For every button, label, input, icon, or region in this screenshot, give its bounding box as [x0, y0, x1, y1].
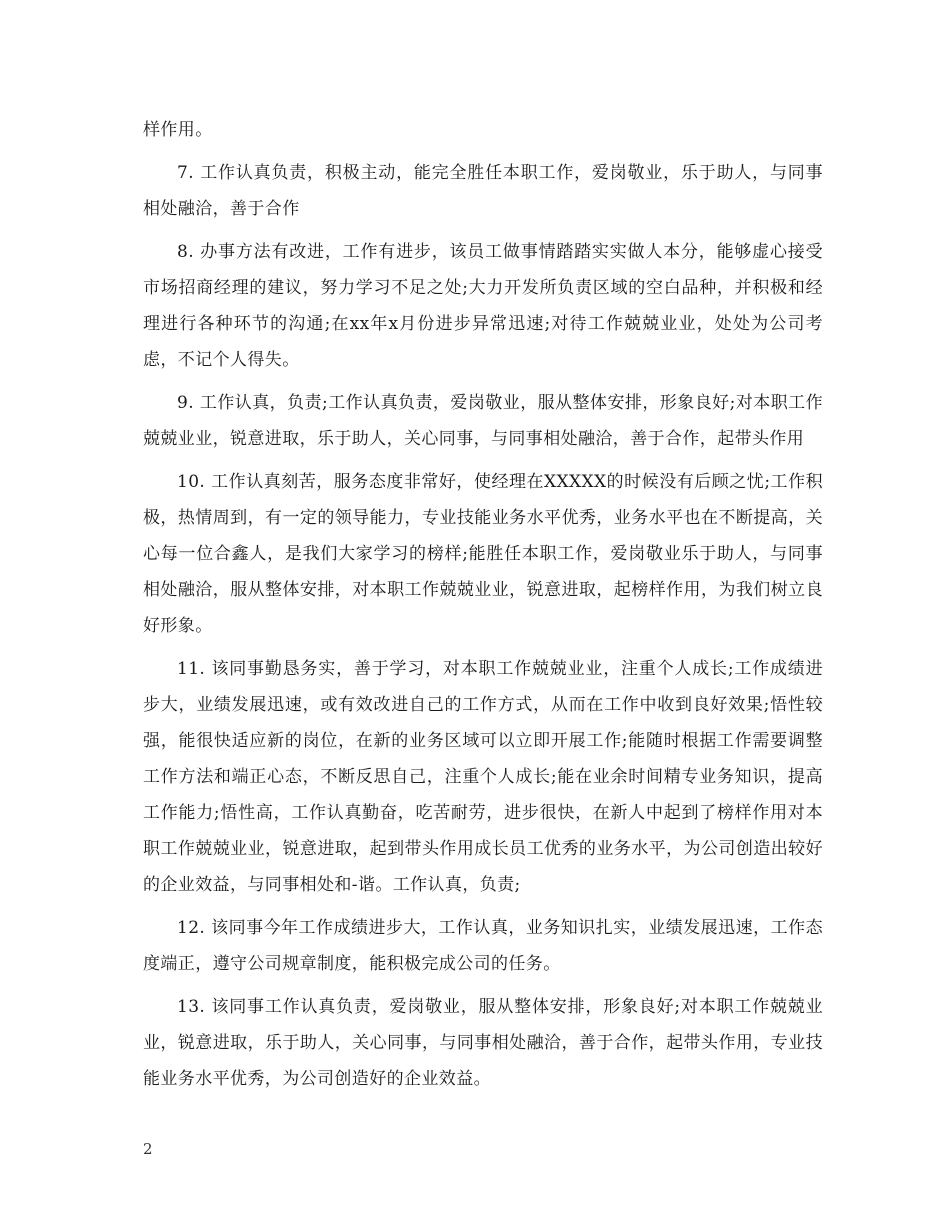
page-number: 2: [143, 1140, 153, 1158]
paragraph-continuation: 样作用。: [143, 120, 213, 140]
document-body: [143, 112, 823, 1104]
paragraph-item-7: 7. 工作认真负责，积极主动，能完全胜任本职工作，爱岗敬业，乐于助人，与同事相处融洽，善于合作: [143, 163, 823, 219]
paragraph-item-8: 8. 办事方法有改进，工作有进步，该员工做事情踏踏实实做人本分，能够虚心接受市场招商经理的建议，努力学习不足之处;大力开发所负责区域的空白品种，并积极和经理进行各种环节的沟通;在xx年x月份进步异常迅速;对待工作兢兢业业，处处为公司考虑，不记个人得失。: [143, 242, 823, 370]
paragraph-item-9: 9. 工作认真，负责;工作认真负责，爱岗敬业，服从整体安排，形象良好;对本职工作兢兢业业，锐意进取，乐于助人，关心同事，与同事相处融洽，善于合作，起带头作用: [143, 393, 823, 449]
paragraph-item-11: 11. 该同事勤恳务实，善于学习，对本职工作兢兢业业，注重个人成长;工作成绩进步大，业绩发展迅速，或有效改进自己的工作方式，从而在工作中收到良好效果;悟性较强，能很快适应新的岗位，在新的业务区域可以立即开展工作;能随时根据工作需要调整工作方法和端正心态，不断反思自己，注重个人成长;能在业余时间精专业务知识，提高工作能力;悟性高，工作认真勤奋，吃苦耐劳，进步很快，在新人中起到了榜样作用对本职工作兢兢业业，锐意进取，起到带头作用成长员工优秀的业务水平，为公司创造出较好的企业效益，与同事相处和-谐。工作认真，负责;: [143, 659, 823, 895]
paragraph-item-10: 10. 工作认真刻苦，服务态度非常好，使经理在XXXXX的时候没有后顾之忧;工作积极，热情周到，有一定的领导能力，专业技能业务水平优秀，业务水平也在不断提高，关心每一位合鑫人，是我们大家学习的榜样;能胜任本职工作，爱岗敬业乐于助人，与同事相处融洽，服从整体安排，对本职工作兢兢业业，锐意进取，起榜样作用，为我们树立良好形象。: [143, 472, 823, 636]
paragraph-item-12: 12. 该同事今年工作成绩进步大，工作认真，业务知识扎实，业绩发展迅速，工作态度端正，遵守公司规章制度，能积极完成公司的任务。: [143, 918, 823, 974]
paragraph-item-13: 13. 该同事工作认真负责，爱岗敬业，服从整体安排，形象良好;对本职工作兢兢业业，锐意进取，乐于助人，关心同事，与同事相处融洽，善于合作，起带头作用，专业技能业务水平优秀，为公司创造好的企业效益。: [143, 997, 823, 1089]
